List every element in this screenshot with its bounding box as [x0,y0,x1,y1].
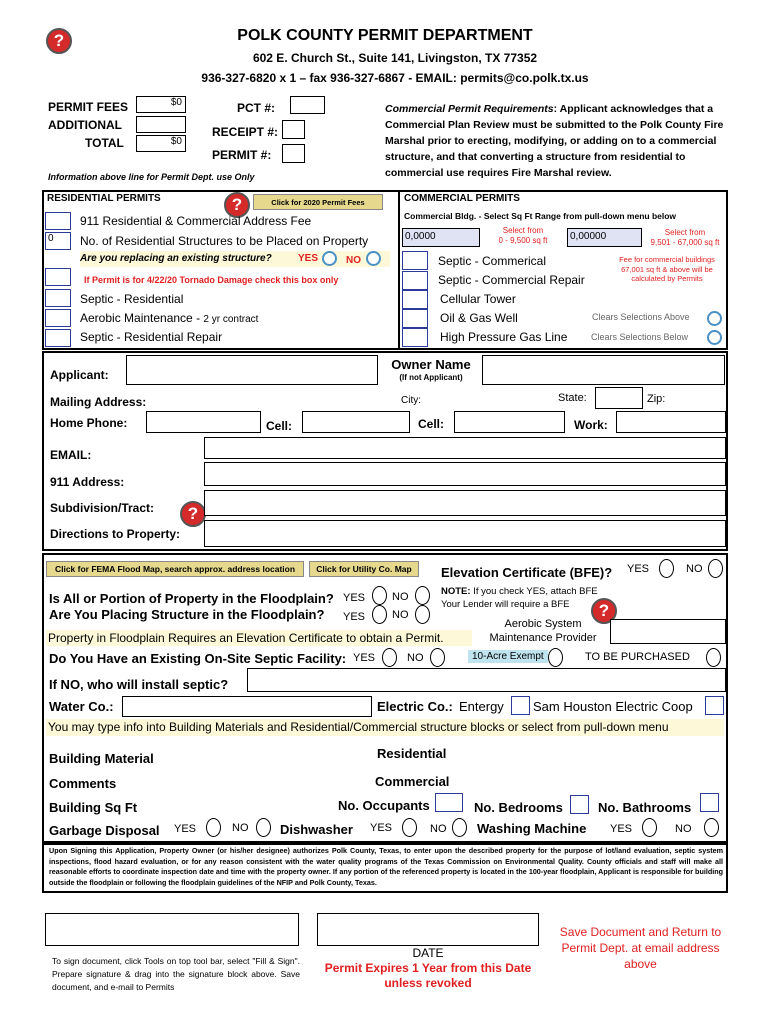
washing-no-label: NO [675,823,692,835]
septic-yes-label: YES [353,652,376,664]
permit-fees-label: PERMIT FEES [48,100,129,114]
zip-label: Zip: [647,393,666,405]
residential-label: Residential [377,746,447,761]
address: 602 E. Church St., Suite 141, Livingston, TX 77352 [252,51,538,65]
water-co-field[interactable] [122,696,372,717]
permit-number-label: PERMIT #: [212,148,272,162]
receipt-field[interactable] [282,120,305,139]
washing-yes-radio[interactable] [642,818,657,837]
permit-fees-button[interactable]: Click for 2020 Permit Fees [253,194,383,210]
check-911[interactable] [45,212,71,230]
dishwasher-label: Dishwasher [280,822,353,837]
garbage-no-radio[interactable] [256,818,271,837]
type-info-note: You may type info into Building Materials and Residential/Commercial structure blocks or select from pull-down menu [46,719,724,736]
email-label: EMAIL: [50,448,92,462]
elevation-yes-label: YES [627,563,650,575]
work-field[interactable] [616,411,726,433]
date-field[interactable] [317,913,539,946]
aerobic-maintenance: Aerobic Maintenance - 2 yr contract [80,311,259,325]
utility-map-button[interactable]: Click for Utility Co. Map [309,561,419,577]
item-911: 911 Residential & Commercial Address Fee [80,214,312,228]
aerobic-provider-field[interactable] [610,619,726,644]
q1-yes-radio[interactable] [372,586,387,605]
q1-no-label: NO [392,591,409,603]
septic-no-radio[interactable] [430,648,445,667]
work-label: Work: [574,418,608,432]
check-cellular[interactable] [402,290,428,309]
office-use-note: Information above line for Permit Dept. use Only [48,172,255,182]
state-label: State: [558,392,587,404]
legal-text: Upon Signing this Application, Property Owner (or his/her designee) authorizes Polk County, Texas, to enter upon the described property for the purpose of lot/land evaluation, septic system inspections, flood hazard evaluation, or for any reason consistent with the water quality programs of the Texas Commission on Environmental Quality. County officials and staff will make all reasonable efforts to coordinate inspection date and time with the property owner. If any portion of the referenced property is located in the 100-year floodplain, Applicant is responsible for building outside the floodplain or following the floodplain guidelines of the NFIP and Polk County, Texas. [49,846,723,887]
sign-instructions: To sign document, click Tools on top tool bar, select "Fill & Sign". Prepare signature & drag into the signature block above. Save document, and e-mail to Permits [52,956,300,992]
commercial-label: Commercial [375,774,450,789]
replacing-question: Are you replacing an existing structure? [80,251,390,267]
cell-field[interactable] [302,411,410,433]
select-hint-2: Select from 9,501 - 67,000 sq ft [650,228,720,247]
septic-yes-radio[interactable] [382,648,397,667]
clear-below-button[interactable] [707,330,722,345]
to-be-purchased-radio[interactable] [706,648,721,667]
garbage-no-label: NO [232,822,249,834]
dishwasher-no-label: NO [430,823,447,835]
replacing-no-radio[interactable] [366,251,381,266]
email-field[interactable] [204,437,726,459]
q2-no-radio[interactable] [415,605,430,624]
owner-field[interactable] [482,355,725,385]
commercial-requirements: Commercial Permit Requirements: Applicant acknowledges that a Commercial Plan Review must be submitted to the Polk County Fire Marshal prior to erecting, modifying, or adding on to a commercial structure, and that converting a structure from residential to commercial use requires Fire Marshal review. [385,103,724,179]
check-septic-commercial[interactable] [402,251,428,270]
help-icon[interactable]: ? [46,28,72,54]
check-septic-commercial-repair[interactable] [402,271,428,290]
additional-field[interactable] [136,116,186,133]
sqft-range-1[interactable]: 0,0000 [402,228,480,247]
structures-count[interactable]: 0 [45,232,71,250]
directions-field[interactable] [204,520,726,547]
floodplain-requirement: Property in Floodplain Requires an Elevation Certificate to obtain a Permit. [46,630,472,646]
home-phone-field[interactable] [146,411,261,433]
fema-map-button[interactable]: Click for FEMA Flood Map, search approx. address location [46,561,304,577]
septic-residential: Septic - Residential [80,292,184,306]
acre-exempt-label: 10-Acre Exempt [468,650,548,663]
address-911-label: 911 Address: [50,475,125,489]
sam-houston-label: Sam Houston Electric Coop [533,699,693,714]
bedrooms-label: No. Bedrooms [474,800,563,815]
to-be-purchased-label: TO BE PURCHASED [585,651,690,663]
contact-line: 936-327-6820 x 1 – fax 936-327-6867 - EMAIL: permits@co.polk.tx.us [201,71,589,85]
garbage-label: Garbage Disposal [49,823,160,838]
sam-houston-check[interactable] [705,696,724,715]
replacing-yes-radio[interactable] [322,251,337,266]
washing-no-radio[interactable] [704,818,719,837]
septic-no-label: NO [407,652,424,664]
occupants-label: No. Occupants [338,798,430,813]
sqft-range-2[interactable]: 0,00000 [567,228,642,247]
signature-field[interactable] [45,913,299,946]
electric-co-label: Electric Co.: [377,699,453,714]
building-sqft-label: Building Sq Ft [49,800,138,815]
applicant-field[interactable] [126,355,378,385]
dishwasher-yes-label: YES [370,822,393,834]
fee-note: Fee for commercial buildings 67,001 sq ft & above will be calculated by Permits [619,255,715,283]
dishwasher-no-radio[interactable] [452,818,467,837]
owner-label: Owner Name [391,357,471,372]
city-label: City: [401,395,421,406]
directions-label: Directions to Property: [50,527,181,541]
q2-no-label: NO [392,609,409,621]
water-co-label: Water Co.: [49,699,114,714]
clear-above-label: Clears Selections Above [592,312,690,322]
check-septic-repair[interactable] [45,329,71,347]
check-septic-residential[interactable] [45,289,71,307]
elevation-yes-radio[interactable] [659,559,674,578]
cell2-label: Cell: [418,417,445,431]
replacing-yes-label: YES [298,253,319,264]
acre-exempt-radio[interactable] [548,648,563,667]
garbage-yes-label: YES [174,823,197,835]
permit-fees-field[interactable]: $0 [136,96,186,113]
mailing-label: Mailing Address: [50,395,147,409]
entergy-label: Entergy [459,699,504,714]
home-phone-label: Home Phone: [50,416,128,430]
elevation-no-label: NO [686,563,703,575]
entergy-check[interactable] [511,696,530,715]
dishwasher-yes-radio[interactable] [402,818,417,837]
bedrooms-field[interactable] [570,795,589,814]
subdivision-label: Subdivision/Tract: [50,501,155,515]
q2-yes-radio[interactable] [372,605,387,624]
structures-label: No. of Residential Structures to be Placed on Property [80,234,369,248]
clear-below-label: Clears Selections Below [591,332,689,342]
bathrooms-field[interactable] [700,793,719,812]
receipt-label: RECEIPT #: [212,125,279,139]
septic-installer-field[interactable] [247,668,726,692]
garbage-yes-radio[interactable] [206,818,221,837]
total-field[interactable]: $0 [136,135,186,152]
floodplain-q1: Is All or Portion of Property in the Floodplain? [49,591,334,606]
save-instructions: Save Document and Return to Permit Dept. at email address above [559,925,722,971]
address-911-field[interactable] [204,462,726,486]
check-aerobic[interactable] [45,309,71,327]
q1-no-radio[interactable] [415,586,430,605]
select-hint-1: Select from 0 - 9,500 sq ft [498,226,548,245]
help-icon[interactable]: ? [224,192,250,218]
subdivision-field[interactable] [204,490,726,516]
washing-label: Washing Machine [477,821,587,836]
residential-title: RESIDENTIAL PERMITS [47,193,161,204]
elevation-no-radio[interactable] [708,559,723,578]
comments-label: Comments [49,776,117,791]
owner-sub: (If not Applicant) [399,373,463,382]
building-material-label: Building Material [49,751,154,766]
pct-field[interactable] [290,96,325,114]
replacing-no-label: NO [346,255,361,266]
septic-installer-label: If NO, who will install septic? [49,677,229,692]
q2-yes-label: YES [343,611,366,623]
gas-line: High Pressure Gas Line [440,330,568,344]
commercial-range-label: Commercial Bldg. - Select Sq Ft Range from pull-down menu below [404,211,677,221]
check-oil-gas[interactable] [402,309,428,328]
cellular-tower: Cellular Tower [440,292,516,306]
cell2-field[interactable] [454,411,565,433]
washing-yes-label: YES [610,823,633,835]
check-tornado[interactable] [45,268,71,286]
septic-commercial-repair: Septic - Commercial Repair [438,273,585,287]
tornado-note: If Permit is for 4/22/20 Tornado Damage check this box only [84,275,339,285]
oil-gas-well: Oil & Gas Well [440,311,518,325]
cell-label: Cell: [266,419,293,433]
septic-commercial: Septic - Commerical [438,254,547,268]
permit-expiry: Permit Expires 1 Year from this Date unless revoked [324,961,532,990]
septic-question: Do You Have an Existing On-Site Septic Facility: [49,651,347,666]
bathrooms-label: No. Bathrooms [598,800,692,815]
clear-above-button[interactable] [707,311,722,326]
elevation-label: Elevation Certificate (BFE)? [441,565,613,580]
applicant-label: Applicant: [50,368,109,382]
help-icon[interactable]: ? [591,598,617,624]
page-title: POLK COUNTY PERMIT DEPARTMENT [237,27,533,44]
total-label: TOTAL [85,136,124,150]
check-pipeline[interactable] [402,328,428,347]
permit-number-field[interactable] [282,144,305,163]
commercial-title: COMMERCIAL PERMITS [404,193,520,204]
occupants-field[interactable] [435,793,463,812]
date-label: DATE [412,946,444,960]
aerobic-provider-label: Aerobic System Maintenance Provider [489,618,597,644]
help-icon[interactable]: ? [180,501,206,527]
additional-label: ADDITIONAL [48,118,122,132]
q1-yes-label: YES [343,592,366,604]
pct-label: PCT #: [237,101,276,115]
bfe-note: NOTE: If you check YES, attach BFE Your Lender will require a BFE [441,586,598,610]
state-field[interactable] [595,387,643,409]
septic-residential-repair: Septic - Residential Repair [80,330,223,344]
floodplain-q2: Are You Placing Structure in the Floodplain? [49,607,325,622]
